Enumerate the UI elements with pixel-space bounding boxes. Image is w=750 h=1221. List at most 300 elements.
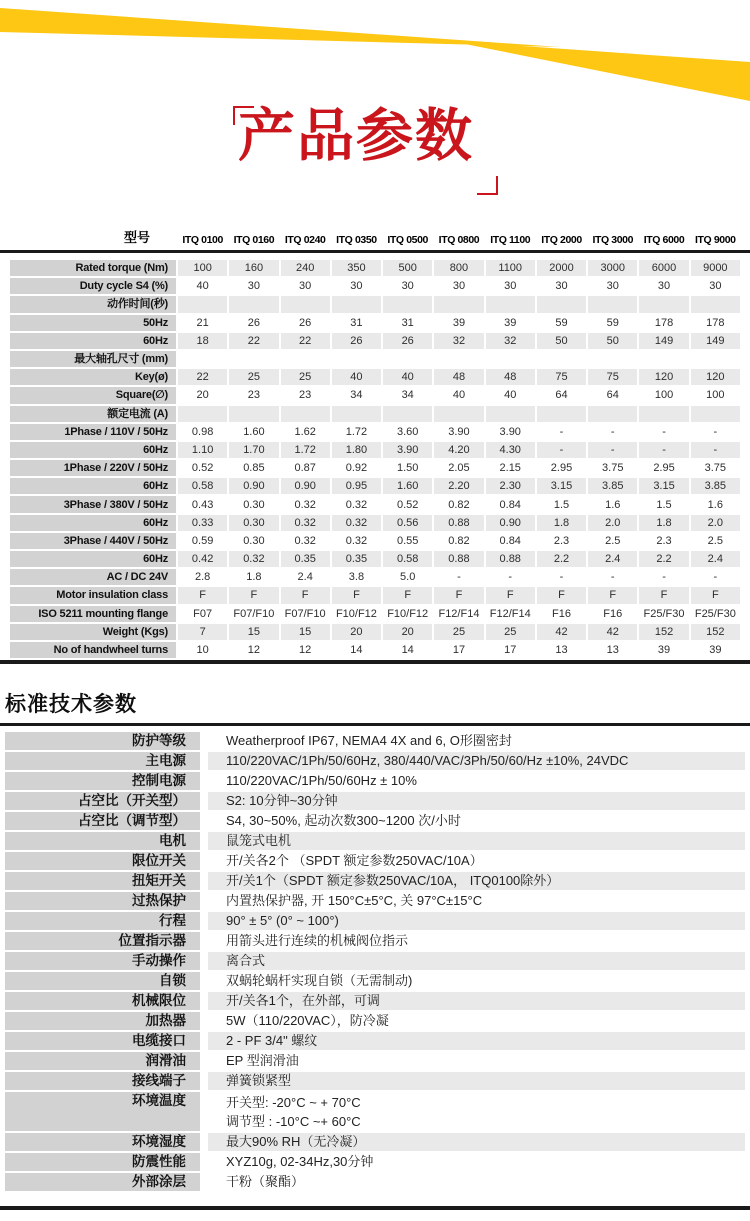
spec-cell: 30 — [383, 278, 432, 294]
tech-row-value: 内置热保护器, 开 150°C±5°C, 关 97°C±15°C — [208, 892, 745, 910]
yellow-ribbon-decoration — [0, 0, 750, 110]
spec-cell: 1.8 — [229, 569, 278, 585]
spec-row-label: 3Phase / 380V / 50Hz — [10, 496, 176, 512]
spec-cell: 350 — [332, 260, 381, 276]
spec-row — [10, 496, 740, 512]
spec-cell — [486, 296, 535, 312]
tech-row-label: 限位开关 — [5, 852, 200, 870]
model-name: ITQ 6000 — [643, 234, 685, 246]
spec-table — [8, 258, 742, 660]
spec-row — [10, 387, 740, 403]
tech-row-value: Weatherproof IP67, NEMA4 4X and 6, O形圈密封 — [208, 732, 745, 750]
spec-cell: 2.5 — [691, 533, 740, 549]
spec-cell: 2.20 — [434, 478, 483, 494]
spec-row-label: 60Hz — [10, 515, 176, 531]
spec-cell: 64 — [537, 387, 586, 403]
spec-cell: 23 — [229, 387, 278, 403]
spec-row-label: 50Hz — [10, 315, 176, 331]
corner-bracket-bottom-right-icon — [477, 176, 498, 195]
spec-cell: 0.32 — [332, 533, 381, 549]
spec-table-wrap — [0, 258, 750, 660]
spec-cell — [691, 296, 740, 312]
tech-row-value: 110/220VAC/1Ph/50/60Hz, 380/440/VAC/3Ph/50/60/Hz ±10%, 24VDC — [208, 752, 745, 770]
spec-cell: F — [281, 587, 330, 603]
spec-cell: 34 — [383, 387, 432, 403]
spec-cell: 13 — [588, 642, 637, 658]
spec-cell: - — [639, 442, 688, 458]
spec-cell: 20 — [178, 387, 227, 403]
spec-cell: - — [691, 569, 740, 585]
tech-row-label: 环境湿度 — [5, 1133, 200, 1151]
group-header-row — [10, 296, 740, 312]
spec-cell: 7 — [178, 624, 227, 640]
spec-cell: 1.10 — [178, 442, 227, 458]
spec-cell — [434, 406, 483, 422]
spec-cell: 0.82 — [434, 533, 483, 549]
tech-row — [5, 1072, 745, 1090]
spec-cell: 12 — [229, 642, 278, 658]
spec-cell — [332, 406, 381, 422]
spec-cell — [639, 351, 688, 367]
spec-cell: 1.8 — [639, 515, 688, 531]
tech-row-value: 90° ± 5° (0° ~ 100°) — [208, 912, 745, 930]
spec-cell — [639, 296, 688, 312]
spec-cell: 31 — [383, 315, 432, 331]
spec-cell: 0.30 — [229, 496, 278, 512]
spec-cell — [178, 351, 227, 367]
spec-cell: 2.4 — [691, 551, 740, 567]
spec-cell: 18 — [178, 333, 227, 349]
spec-cell: 39 — [486, 315, 535, 331]
tech-row — [5, 832, 745, 850]
spec-cell — [537, 406, 586, 422]
tech-row — [5, 752, 745, 770]
spec-cell: 26 — [281, 315, 330, 331]
spec-cell: 0.84 — [486, 496, 535, 512]
spec-cell: F12/F14 — [434, 606, 483, 622]
spec-cell — [281, 406, 330, 422]
spec-cell: 1.72 — [281, 442, 330, 458]
tech-row — [5, 792, 745, 810]
spec-cell — [383, 406, 432, 422]
tech-row-value: 用箭头进行连续的机械阀位指示 — [208, 932, 745, 950]
spec-cell: - — [537, 569, 586, 585]
spec-cell — [434, 296, 483, 312]
tech-spec-list — [5, 732, 745, 1191]
spec-cell: 9000 — [691, 260, 740, 276]
spec-cell: 1.70 — [229, 442, 278, 458]
spec-cell: 40 — [332, 369, 381, 385]
tech-row-label: 防震性能 — [5, 1153, 200, 1171]
spec-cell: 1.60 — [229, 424, 278, 440]
spec-row-label: 60Hz — [10, 333, 176, 349]
spec-cell: 25 — [229, 369, 278, 385]
model-name: ITQ 1100 — [490, 234, 531, 246]
spec-table-bottom-rule — [0, 660, 750, 664]
tech-row-label: 加热器 — [5, 1012, 200, 1030]
spec-cell — [588, 406, 637, 422]
spec-cell: 59 — [537, 315, 586, 331]
spec-cell: 2.5 — [588, 533, 637, 549]
model-name: ITQ 0350 — [336, 234, 377, 246]
spec-cell: 0.87 — [281, 460, 330, 476]
tech-row — [5, 1133, 745, 1151]
tech-row-value: EP 型润滑油 — [208, 1052, 745, 1070]
spec-row — [10, 642, 740, 658]
spec-cell: 0.85 — [229, 460, 278, 476]
spec-cell: 0.58 — [383, 551, 432, 567]
tech-row-value: 弹簧锁紧型 — [208, 1072, 745, 1090]
spec-cell: 3000 — [588, 260, 637, 276]
model-header-row — [10, 226, 740, 246]
tech-row — [5, 1012, 745, 1030]
ribbon-right-wedge — [450, 41, 750, 101]
spec-cell: 25 — [486, 624, 535, 640]
tech-row — [5, 1173, 745, 1191]
spec-cell: 2.0 — [691, 515, 740, 531]
spec-cell: 22 — [229, 333, 278, 349]
tech-row-value: XYZ10g, 02-34Hz,30分钟 — [208, 1153, 745, 1171]
spec-cell: 31 — [332, 315, 381, 331]
tech-row — [5, 812, 745, 830]
spec-row — [10, 315, 740, 331]
spec-cell: 30 — [332, 278, 381, 294]
spec-row — [10, 424, 740, 440]
spec-cell: 40 — [178, 278, 227, 294]
spec-cell: 120 — [691, 369, 740, 385]
spec-cell: 20 — [383, 624, 432, 640]
spec-cell: 0.98 — [178, 424, 227, 440]
spec-cell: - — [588, 569, 637, 585]
spec-cell: 30 — [588, 278, 637, 294]
spec-cell: F07/F10 — [281, 606, 330, 622]
model-name: ITQ 9000 — [695, 234, 736, 246]
spec-cell: 2.2 — [537, 551, 586, 567]
spec-cell — [178, 406, 227, 422]
tech-row — [5, 932, 745, 950]
spec-cell: 0.32 — [281, 515, 330, 531]
spec-row — [10, 478, 740, 494]
spec-cell: 14 — [332, 642, 381, 658]
spec-row-label: Key(ø) — [10, 369, 176, 385]
spec-cell: 800 — [434, 260, 483, 276]
spec-row — [10, 333, 740, 349]
spec-cell: 1.8 — [537, 515, 586, 531]
spec-cell: 0.52 — [178, 460, 227, 476]
spec-cell — [486, 406, 535, 422]
spec-cell: 39 — [691, 642, 740, 658]
tech-row-value: 2 - PF 3/4" 螺纹 — [208, 1032, 745, 1050]
spec-cell: 3.90 — [486, 424, 535, 440]
tech-row-label: 扭矩开关 — [5, 872, 200, 890]
spec-cell: 25 — [281, 369, 330, 385]
spec-cell: 26 — [229, 315, 278, 331]
spec-cell: 3.75 — [691, 460, 740, 476]
spec-cell — [332, 351, 381, 367]
tech-row-label: 防护等级 — [5, 732, 200, 750]
tech-row-value: 干粉（聚酯） — [208, 1173, 745, 1191]
spec-cell: 75 — [588, 369, 637, 385]
spec-cell: 178 — [691, 315, 740, 331]
spec-cell: F25/F30 — [639, 606, 688, 622]
tech-row-value — [208, 1092, 745, 1131]
spec-cell: 0.35 — [281, 551, 330, 567]
spec-cell: F — [434, 587, 483, 603]
spec-cell — [588, 351, 637, 367]
tech-row-value: 开/关1个（SPDT 额定参数250VAC/10A， ITQ0100除外） — [208, 872, 745, 890]
model-name: ITQ 0160 — [233, 234, 275, 246]
spec-row — [10, 515, 740, 531]
spec-cell: 21 — [178, 315, 227, 331]
spec-cell: F10/F12 — [383, 606, 432, 622]
tech-row — [5, 1052, 745, 1070]
spec-row-label: 60Hz — [10, 551, 176, 567]
spec-cell: 0.55 — [383, 533, 432, 549]
spec-cell: 39 — [434, 315, 483, 331]
spec-cell — [486, 351, 535, 367]
spec-row-label: 动作时间(秒) — [10, 296, 176, 312]
spec-cell: - — [639, 569, 688, 585]
tech-row-label: 环境温度 — [5, 1092, 200, 1131]
spec-row — [10, 442, 740, 458]
spec-cell: 48 — [434, 369, 483, 385]
spec-row-label: 1Phase / 110V / 50Hz — [10, 424, 176, 440]
tech-section-title: 标准技术参数 — [5, 693, 137, 717]
spec-cell: 64 — [588, 387, 637, 403]
spec-cell — [281, 351, 330, 367]
spec-cell — [434, 351, 483, 367]
spec-cell: 40 — [486, 387, 535, 403]
model-name: ITQ 0100 — [182, 234, 223, 246]
model-name: ITQ 0240 — [284, 234, 326, 246]
spec-cell: 14 — [383, 642, 432, 658]
spec-cell: 1.5 — [639, 496, 688, 512]
spec-cell: - — [691, 424, 740, 440]
spec-cell: 3.15 — [537, 478, 586, 494]
spec-cell: 3.85 — [691, 478, 740, 494]
spec-cell: 4.30 — [486, 442, 535, 458]
spec-cell: 0.59 — [178, 533, 227, 549]
spec-cell: 2.2 — [639, 551, 688, 567]
spec-cell: 50 — [537, 333, 586, 349]
spec-cell: F16 — [537, 606, 586, 622]
spec-cell: F — [639, 587, 688, 603]
spec-cell: - — [434, 569, 483, 585]
spec-cell: 0.32 — [281, 533, 330, 549]
tech-row-value: 鼠笼式电机 — [208, 832, 745, 850]
spec-cell: F — [486, 587, 535, 603]
spec-cell: 0.90 — [229, 478, 278, 494]
tech-row-value: 开/关各2个 （SPDT 额定参数250VAC/10A） — [208, 852, 745, 870]
spec-row — [10, 260, 740, 276]
spec-cell: 0.35 — [332, 551, 381, 567]
spec-cell: 0.88 — [434, 515, 483, 531]
spec-cell: - — [639, 424, 688, 440]
spec-cell: 2.3 — [639, 533, 688, 549]
spec-cell: F10/F12 — [332, 606, 381, 622]
tech-row-value: 离合式 — [208, 952, 745, 970]
spec-cell: 32 — [434, 333, 483, 349]
spec-row-label: 最大轴孔尺寸 (mm) — [10, 351, 176, 367]
spec-cell: 0.84 — [486, 533, 535, 549]
spec-cell: 1.50 — [383, 460, 432, 476]
spec-cell: 0.32 — [332, 496, 381, 512]
spec-cell: 0.82 — [434, 496, 483, 512]
spec-row — [10, 624, 740, 640]
spec-cell: 10 — [178, 642, 227, 658]
spec-cell: F — [383, 587, 432, 603]
spec-cell: F — [178, 587, 227, 603]
spec-cell: 0.33 — [178, 515, 227, 531]
spec-cell: 2.0 — [588, 515, 637, 531]
spec-cell: 0.30 — [229, 533, 278, 549]
tech-row-label: 外部涂层 — [5, 1173, 200, 1191]
spec-cell — [691, 406, 740, 422]
spec-cell — [383, 296, 432, 312]
spec-cell: 1100 — [486, 260, 535, 276]
spec-cell: 3.75 — [588, 460, 637, 476]
spec-cell: 40 — [383, 369, 432, 385]
spec-cell: 100 — [691, 387, 740, 403]
model-name: ITQ 0800 — [438, 234, 480, 246]
spec-cell: 240 — [281, 260, 330, 276]
spec-cell: F — [588, 587, 637, 603]
tech-value-line: 调节型 : -10°C ~+ 60°C — [226, 1114, 361, 1130]
spec-row-label: AC / DC 24V — [10, 569, 176, 585]
spec-cell: F — [691, 587, 740, 603]
tech-row-label: 过热保护 — [5, 892, 200, 910]
spec-cell: 30 — [229, 278, 278, 294]
tech-row-label: 电机 — [5, 832, 200, 850]
tech-row-label: 自锁 — [5, 972, 200, 990]
spec-cell: 100 — [178, 260, 227, 276]
spec-cell: - — [588, 424, 637, 440]
spec-cell: 32 — [486, 333, 535, 349]
spec-cell: 1.6 — [691, 496, 740, 512]
tech-row-label: 占空比（调节型） — [5, 812, 200, 830]
spec-cell — [537, 296, 586, 312]
spec-row — [10, 369, 740, 385]
spec-row-label: Rated torque (Nm) — [10, 260, 176, 276]
spec-cell: 4.20 — [434, 442, 483, 458]
spec-cell: 23 — [281, 387, 330, 403]
spec-cell: 3.15 — [639, 478, 688, 494]
spec-cell: 0.88 — [434, 551, 483, 567]
spec-cell: 2000 — [537, 260, 586, 276]
tech-row — [5, 1153, 745, 1171]
spec-cell: 0.52 — [383, 496, 432, 512]
tech-row — [5, 732, 745, 750]
spec-cell: 5.0 — [383, 569, 432, 585]
spec-cell: 0.88 — [486, 551, 535, 567]
spec-cell: 6000 — [639, 260, 688, 276]
tech-row-label: 主电源 — [5, 752, 200, 770]
tech-row-label: 行程 — [5, 912, 200, 930]
spec-cell: 26 — [383, 333, 432, 349]
group-header-row — [10, 351, 740, 367]
spec-cell: 42 — [537, 624, 586, 640]
spec-cell: 12 — [281, 642, 330, 658]
spec-cell: 0.92 — [332, 460, 381, 476]
spec-cell: 75 — [537, 369, 586, 385]
tech-value-line: 开关型: -20°C ~ + 70°C — [226, 1095, 361, 1111]
model-name: ITQ 2000 — [541, 234, 582, 246]
spec-cell: - — [691, 442, 740, 458]
spec-cell: 25 — [434, 624, 483, 640]
spec-row — [10, 533, 740, 549]
tech-row-label: 接线端子 — [5, 1072, 200, 1090]
spec-cell: 0.90 — [486, 515, 535, 531]
header-divider-rule — [0, 250, 750, 253]
tech-row — [5, 1032, 745, 1050]
tech-row-label: 润滑油 — [5, 1052, 200, 1070]
spec-cell: 42 — [588, 624, 637, 640]
spec-cell: 39 — [639, 642, 688, 658]
tech-row-value: 开/关各1个，在外部，可调 — [208, 992, 745, 1010]
tech-row-label: 手动操作 — [5, 952, 200, 970]
spec-cell: 30 — [639, 278, 688, 294]
spec-cell: 48 — [486, 369, 535, 385]
page-title: 产品参数 — [238, 104, 474, 168]
spec-cell: 30 — [537, 278, 586, 294]
spec-cell: 2.95 — [537, 460, 586, 476]
spec-cell — [691, 351, 740, 367]
tech-row-label: 占空比（开关型） — [5, 792, 200, 810]
spec-cell: 17 — [434, 642, 483, 658]
tech-row — [5, 912, 745, 930]
spec-cell: F07 — [178, 606, 227, 622]
spec-row — [10, 278, 740, 294]
spec-cell — [588, 296, 637, 312]
spec-cell — [537, 351, 586, 367]
spec-cell: 1.5 — [537, 496, 586, 512]
spec-cell: 152 — [639, 624, 688, 640]
spec-table-area — [0, 224, 750, 248]
spec-cell: - — [537, 442, 586, 458]
spec-cell: 2.8 — [178, 569, 227, 585]
spec-cell: 17 — [486, 642, 535, 658]
tech-row-value: 5W（110/220VAC），防冷凝 — [208, 1012, 745, 1030]
spec-cell: 2.4 — [281, 569, 330, 585]
tech-row-value: 110/220VAC/1Ph/50/60Hz ± 10% — [208, 772, 745, 790]
spec-cell — [229, 296, 278, 312]
spec-cell: - — [537, 424, 586, 440]
model-column-label: 型号 — [123, 230, 150, 245]
spec-row-label: 60Hz — [10, 442, 176, 458]
spec-cell: 30 — [434, 278, 483, 294]
spec-cell: 120 — [639, 369, 688, 385]
tech-row — [5, 892, 745, 910]
spec-cell: 3.90 — [383, 442, 432, 458]
spec-cell: F — [332, 587, 381, 603]
tech-row — [5, 852, 745, 870]
tech-row — [5, 992, 745, 1010]
spec-cell: 0.58 — [178, 478, 227, 494]
spec-cell: 149 — [691, 333, 740, 349]
ribbon-left-wedge — [0, 8, 560, 47]
spec-cell — [229, 406, 278, 422]
spec-cell: 13 — [537, 642, 586, 658]
spec-cell: 0.30 — [229, 515, 278, 531]
spec-cell — [281, 296, 330, 312]
spec-cell: 0.90 — [281, 478, 330, 494]
spec-cell: 2.3 — [537, 533, 586, 549]
tech-row — [5, 952, 745, 970]
spec-cell: 2.4 — [588, 551, 637, 567]
spec-cell: 178 — [639, 315, 688, 331]
title-block — [0, 102, 750, 214]
spec-row-label: 60Hz — [10, 478, 176, 494]
